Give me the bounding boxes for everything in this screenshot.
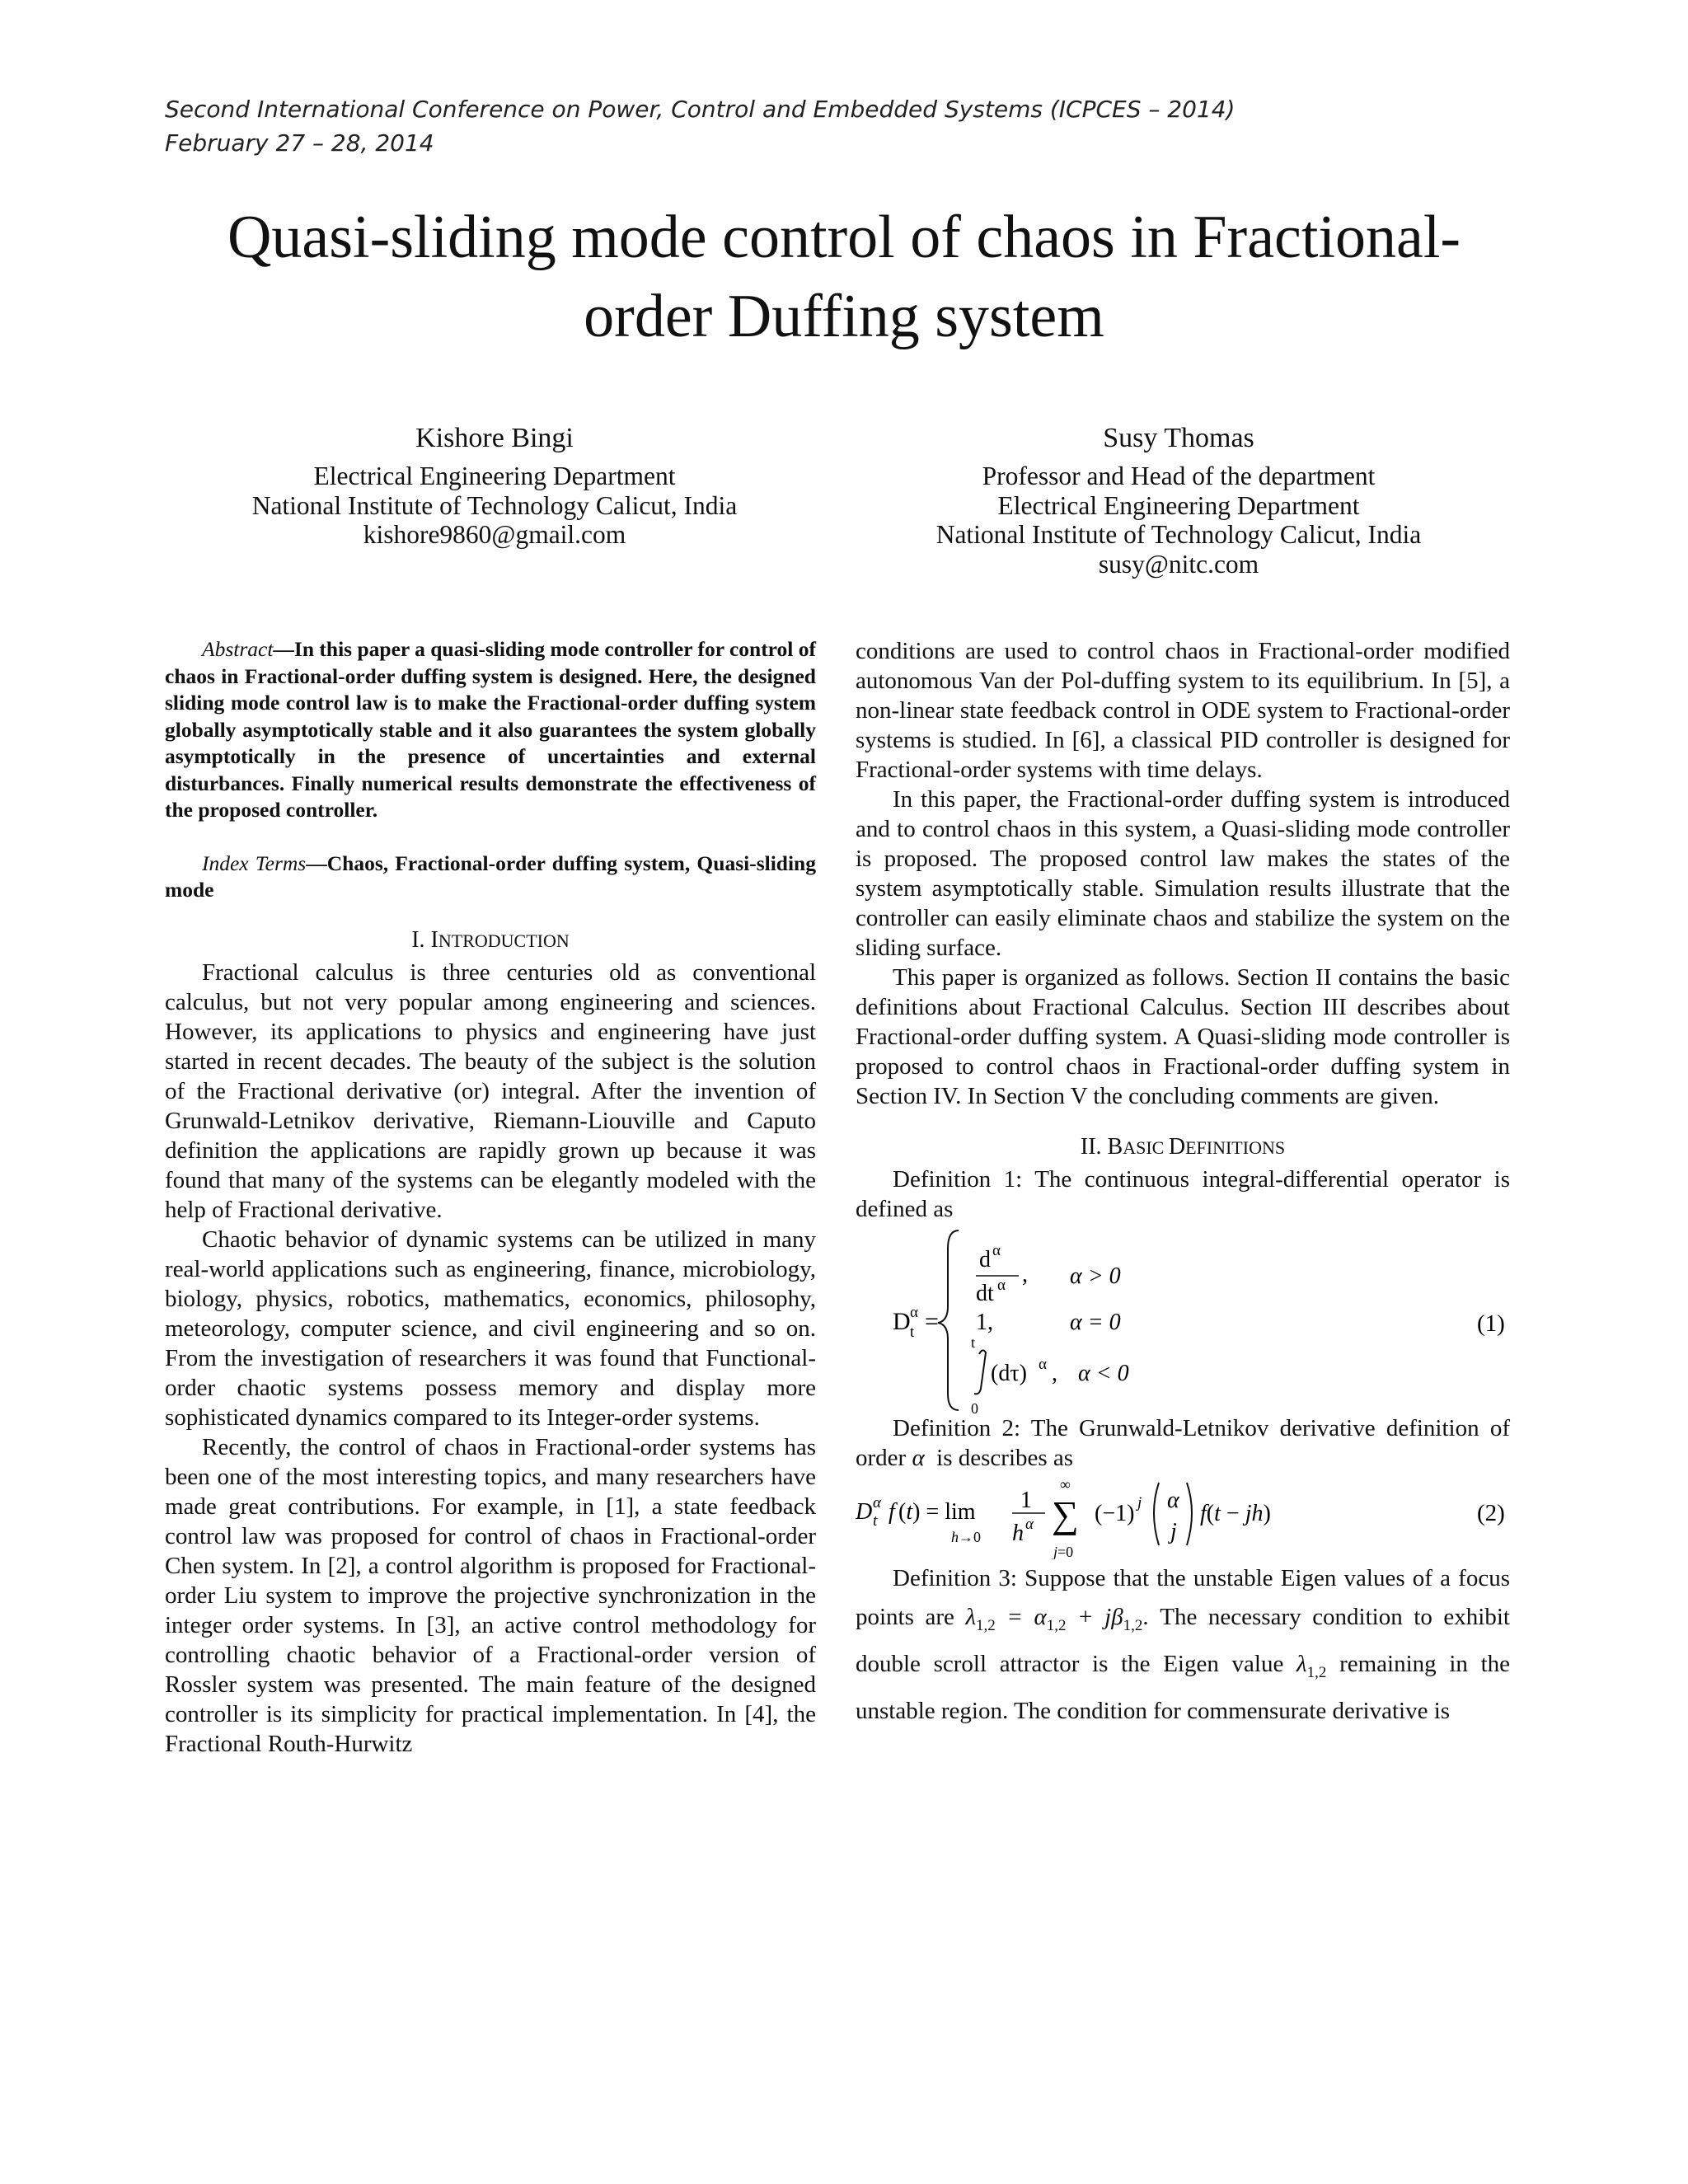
equation-2 [856, 1473, 1510, 1559]
left-brace [938, 1230, 959, 1410]
eq2-D: D [856, 1499, 873, 1525]
eq1-comma: , [1022, 1262, 1028, 1287]
index-terms-text: —Chaos, Fractional-order duffing system, Quasi-sliding mode [165, 851, 816, 902]
section-number: II. B [1080, 1134, 1123, 1160]
definition-3 [856, 1559, 1510, 1731]
def3-text: remaining in the unstable region. The condition for commensurate derivative is [856, 1650, 1511, 1724]
eq1-alpha-sup: α [992, 1242, 1001, 1259]
author-affiliation: Electrical Engineering Department [997, 490, 1360, 520]
author-block-2 [849, 422, 1508, 579]
eq2-alpha-sup: α [1025, 1516, 1034, 1533]
eq1-comma: , [1052, 1361, 1057, 1386]
eq1-operator: D [893, 1308, 911, 1335]
conference-date: February 27 – 28, 2014 [165, 129, 434, 157]
index-terms [165, 851, 816, 904]
eq1-d: d [979, 1247, 991, 1272]
equation-1-graphic [856, 1224, 1510, 1413]
eq2-h: h [1012, 1521, 1024, 1546]
binomial-right-paren [1187, 1483, 1192, 1545]
eq2-limit: h→0 [951, 1529, 981, 1545]
abstract-text: —In this paper a quasi-sliding mode controller for control of chaos in Fractional-order duffing system is designed. Here, the designed sliding mode control law is to make the Fractional-order duffing system globally asymptotically stable and it also guarantees the system globally asymptotically in the presence of uncertainties and external disturbances. Finally numerical results demonstrate the effectiveness of the proposed controller. [165, 637, 816, 822]
equation-number: (1) [1477, 1310, 1505, 1337]
binomial-left-paren [1154, 1483, 1159, 1545]
section-heading-basic-definitions [856, 1132, 1510, 1163]
eq1-case3-value: (dτ) [991, 1361, 1027, 1386]
intro-paragraph: Chaotic behavior of dynamic systems can be utilized in many real-world applications such as engineering, finance, microbiology, biology, physics, robotics, mathematics, economics, philosophy, meteorology, computer science, and civil engineering and so on. From the investigation of researchers it was found that Functional-order chaotic systems possess memory and display more sophisticated dynamics compared to its Integer-order systems. [165, 1226, 816, 1431]
def2-text: Definition 2: The Grunwald-Letnikov derivative definition of order [856, 1415, 1510, 1471]
definition-1: Definition 1: The continuous integral-differential operator is defined as [856, 1166, 1510, 1222]
def3-text: Definition 3: Suppose that the unstable Eigen values of a focus points are [856, 1565, 1510, 1630]
eq1-alpha-sup: α [997, 1277, 1006, 1294]
title-line-2: order Duffing system [584, 283, 1104, 350]
eq1-case1-condition: α > 0 [1070, 1263, 1121, 1289]
author-email: susy@nitc.com [1098, 549, 1259, 579]
author-name: Susy Thomas [1103, 423, 1254, 453]
author-affiliation: Electrical Engineering Department [313, 462, 676, 490]
eq1-alpha-sup: α [1039, 1356, 1047, 1373]
section-heading-introduction [165, 926, 816, 956]
eq2-one: 1 [1020, 1488, 1032, 1513]
eq1-superscript: α [910, 1304, 918, 1321]
eq1-equals: = [925, 1308, 939, 1335]
eq1-dt: dt [976, 1281, 994, 1306]
eq1-lower-limit: 0 [971, 1400, 978, 1413]
definition-2 [856, 1413, 1510, 1473]
title-line-1: Quasi-sliding mode control of chaos in Fractional- [227, 204, 1461, 271]
eq2-sum-upper: ∞ [1060, 1476, 1071, 1493]
alpha-symbol: α [912, 1445, 925, 1471]
abstract-label: Abstract [202, 637, 274, 661]
eq2-sign: (−1) [1095, 1501, 1135, 1526]
eigen-symbol: $\lambda_{1,2}$ [1296, 1650, 1327, 1681]
eq2-arg: (t) = lim [898, 1499, 976, 1525]
equation-2-graphic [856, 1473, 1510, 1559]
eigen-expression: $\lambda_{1,2} = \alpha_{1,2} + j\beta_{1,2}$ [965, 1604, 1143, 1634]
section-number: I. I [411, 926, 438, 953]
right-column [856, 636, 1510, 1731]
author-name: Kishore Bingi [415, 423, 574, 453]
left-column [165, 636, 816, 1759]
integral-sign [974, 1350, 986, 1394]
eq2-t-sub: t [873, 1512, 878, 1530]
def2-text: is describes as [936, 1445, 1074, 1471]
body-paragraph: In this paper, the Fractional-order duffing system is introduced and to control chaos in this system, a Quasi-sliding mode controller is proposed. The proposed control law makes the states of the system asymptotically stable. Simulation results illustrate that the controller can easily eliminate chaos and stabilize the system on the sliding surface. [856, 786, 1510, 961]
author-affiliation: National Institute of Technology Calicut, India [251, 490, 738, 520]
sigma-symbol: ∑ [1052, 1493, 1079, 1535]
index-terms-label: Index Terms [202, 851, 307, 875]
eq1-case2-condition: α = 0 [1070, 1310, 1121, 1335]
eq2-binom-top: α [1167, 1488, 1179, 1513]
section-title-part: EFINITIONS [1185, 1137, 1286, 1158]
eq1-case2-value: 1, [976, 1310, 993, 1335]
def3-text: . The necessary condition to exhibit double scroll attractor is the Eigen value [856, 1604, 1510, 1677]
author-affiliation: Professor and Head of the department [982, 462, 1376, 490]
section-title: NTRODUCTION [438, 930, 570, 951]
eq2-sum-lower: j=0 [1053, 1544, 1074, 1559]
author-affiliation: National Institute of Technology Calicut, India [935, 520, 1422, 549]
eq1-case3-condition: α < 0 [1078, 1361, 1129, 1386]
body-paragraph: This paper is organized as follows. Section II contains the basic definitions about Fractional Calculus. Section III describes about Fractional-order duffing system. A Quasi-sliding mode controller is proposed to control chaos in Fractional-order duffing system in Section IV. In Section V the concluding comments are given. [856, 964, 1510, 1109]
section-title-part: ASIC [1123, 1137, 1169, 1158]
equation-number: (2) [1477, 1500, 1505, 1526]
author-email: kishore9860@gmail.com [363, 520, 626, 549]
paper-title [124, 198, 1564, 356]
equation-1 [856, 1224, 1510, 1413]
conference-name: Second International Conference on Power, Control and Embedded Systems (ICPCES – 2014) [165, 96, 1236, 123]
eq2-alpha-sup: α [873, 1494, 881, 1511]
body-paragraph: conditions are used to control chaos in Fractional-order modified autonomous Van der Pol-duffing system to its equilibrium. In [5], a non-linear state feedback control in ODE system to Fractional-order systems is studied. In [6], a classical PID controller is designed for Fractional-order systems with time delays. [856, 638, 1510, 783]
eq1-upper-limit: t [971, 1334, 976, 1351]
eq2-binom-bottom: j [1170, 1519, 1177, 1544]
abstract [165, 636, 816, 824]
intro-paragraph: Recently, the control of chaos in Fractional-order systems has been one of the most interesting topics, and many researchers have made great contributions. For example, in [1], a state feedback control law was proposed for control of chaos in Fractional-order Chen system. In [2], a control algorithm is proposed for Fractional-order Liu system to improve the projective synchronization in the integer order systems. In [3], an active control methodology for controlling chaotic behavior of a Fractional-order version of Rossler system was presented. The main feature of the designed controller is its simplicity for practical implementation. In [4], the Fractional Routh-Hurwitz [165, 1433, 816, 1757]
eq2-f: f [889, 1499, 895, 1525]
eq1-subscript: t [910, 1324, 915, 1341]
eq2-f-arg: f(t − jh) [1200, 1501, 1271, 1526]
eq2-j-sup: j [1137, 1494, 1142, 1511]
conference-header [165, 92, 1566, 160]
section-title-part: D [1168, 1134, 1186, 1160]
intro-paragraph: Fractional calculus is three centuries old as conventional calculus, but not very popular among engineering and sciences. However, its applications to physics and engineering have just started in recent decades. The beauty of the subject is the solution of the Fractional derivative (or) integral. After the invention of Grunwald-Letnikov derivative, Riemann-Liouville and Caputo definition the applications are rapidly grown up because it was found that many of the systems can be elegantly modeled with the help of Fractional derivative. [165, 958, 816, 1223]
author-block-1 [165, 422, 824, 550]
